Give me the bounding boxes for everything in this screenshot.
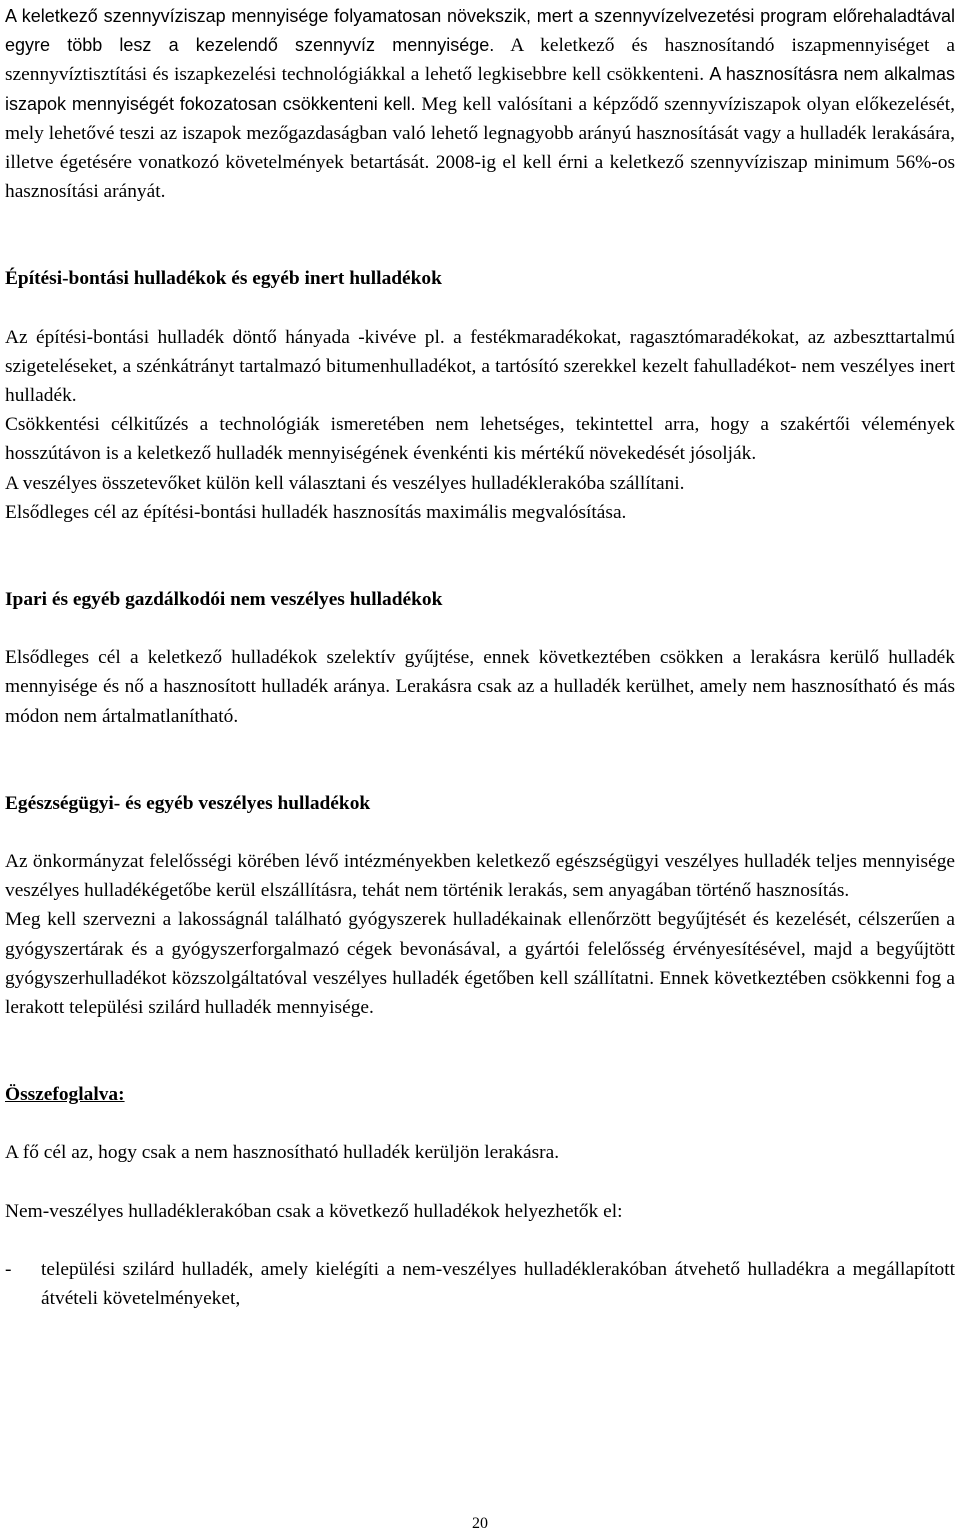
page-number: 20 [472, 1515, 488, 1532]
health-paragraph-2: Meg kell szervezni a lakosságnál található gyógyszerek hulladékainak ellenőrzött begyűjtését és kezelését, célszerűen a gyógyszertárak és a gyógyszerforgalmazó cégek bevonásával, a gyártói felelősség érvényesítésével, majd a begyűjtött gyógyszerhulladékot közszolgáltatóval veszélyes hulladék égetőben kell szállítatni. Ennek következtében csökkenni fog a lerakott települési szilárd hulladék mennyisége. [5, 909, 955, 1019]
summary-paragraph-2: Nem-veszélyes hulladéklerakóban csak a következő hulladékok helyezhetők el: [5, 1200, 623, 1222]
spacer [5, 206, 955, 264]
spacer [5, 731, 955, 789]
spacer [5, 1168, 955, 1197]
intro-sentence-2: A keletkező és hasznosítandó iszapmennyiséget a szennyvíztisztítási és iszapkezelési technológiákkal a lehető legkisebbre kell csökkenteni. [5, 35, 955, 86]
intro-paragraph [5, 2, 955, 206]
construction-paragraph-3: A veszélyes összetevőket külön kell választani és veszélyes hulladéklerakóba szállítani. [5, 472, 685, 494]
summary-paragraph-1: A fő cél az, hogy csak a nem hasznosítható hulladék kerüljön lerakásra. [5, 1142, 560, 1164]
list-item-text: települési szilárd hulladék, amely kielégíti a nem-veszélyes hulladéklerakóban átvehető hulladékra a megállapított átvételi követelményeket, [41, 1258, 955, 1310]
construction-paragraph-1: Az építési-bontási hulladék döntő hányada -kivéve pl. a festékmaradékokat, ragasztómaradékokat, az azbeszttartalmú szigeteléseket, a szénkátrányt tartalmazó bitumenhulladékot, a tartósító szerekkel kezelt fahulladékot- nem veszélyes inert hulladék. [5, 326, 955, 407]
intro-sentence-3: A hasznosításra nem alkalmas iszapok mennyiségét fokozatosan csökkenteni kell. [5, 64, 955, 114]
construction-paragraph-4: Elsődleges cél az építési-bontási hulladék hasznosítás maximális megvalósítása. [5, 501, 627, 523]
spacer [5, 1226, 955, 1255]
section-heading-summary: Összefoglalva: [5, 1084, 125, 1106]
spacer [5, 527, 955, 585]
spacer [5, 614, 955, 643]
spacer [5, 1022, 955, 1080]
intro-sentence-1: A keletkező szennyvíziszap mennyisége folyamatosan növekszik, mert a szennyvízelvezetési program előrehaladtával egyre több lesz a kezelendő szennyvíz mennyisége. [5, 6, 955, 56]
section-heading-industrial: Ipari és egyéb gazdálkodói nem veszélyes hulladékok [5, 589, 443, 611]
section-heading-health: Egészségügyi- és egyéb veszélyes hulladékok [5, 792, 371, 814]
spacer [5, 818, 955, 847]
industrial-paragraph-1: Elsődleges cél a keletkező hulladékok szelektív gyűjtése, ennek következtében csökken a lerakásra kerülő hulladék mennyisége és nő a hasznosított hulladék aránya. Lerakásra csak az a hulladék kerülhet, amely nem hasznosítható és más módon nem ártalmatlanítható. [5, 647, 955, 727]
spacer [5, 1109, 955, 1138]
document-page [5, 2, 955, 1313]
list-item [5, 1255, 955, 1313]
intro-sentence-4: Meg kell valósítani a képződő szennyvíziszapok olyan előkezelését, mely lehetővé teszi az iszapok mezőgazdaságban való lehető legnagyobb arányú hasznosítását vagy a hulladék lerakására, illetve égetésére vonatkozó követelmények betartását. 2008-ig el kell érni a keletkező szennyvíziszap minimum 56%-os hasznosítási arányát. [5, 93, 955, 203]
health-paragraph-1: Az önkormányzat felelősségi körében lévő intézményekben keletkező egészségügyi veszélyes hulladék teljes mennyisége veszélyes hulladékégetőbe kerül elszállításra, tehát nem történik lerakás, sem anyagában történő hasznosítás. [5, 851, 955, 902]
section-heading-construction: Építési-bontási hulladékok és egyéb inert hulladékok [5, 268, 442, 290]
spacer [5, 294, 955, 323]
list-bullet: - [5, 1258, 12, 1280]
construction-paragraph-2: Csökkentési célkitűzés a technológiák ismeretében nem lehetséges, tekintettel arra, hogy a szakértői vélemények hosszútávon is a keletkező hulladék mennyiségének évenkénti kis mértékű növekedését jósolják. [5, 414, 955, 465]
